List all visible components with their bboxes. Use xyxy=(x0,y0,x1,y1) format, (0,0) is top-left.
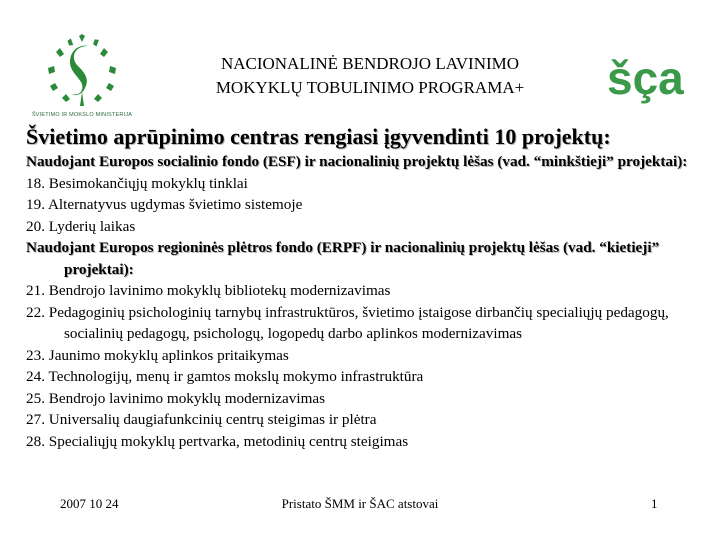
list-item: 18. Besimokančiųjų mokyklų tinklai xyxy=(26,174,248,192)
sac-logo xyxy=(605,44,685,111)
program-title xyxy=(150,52,590,100)
list-item: 21. Bendrojo lavinimo mokyklų bibliotekų modernizavimas xyxy=(26,282,391,299)
page-number: 1 xyxy=(651,496,658,511)
list-item: 22. Pedagoginių psichologinių tarnybų infrastruktūros, švietimo įstaigose dirbančių specialiųjų pedagogų, socialinių pedagogų, psichologų, logopedų darbo aplinkos modernizavimas xyxy=(26,303,669,342)
list-item: 27. Universalių daugiafunkcinių centrų steigimas ir plėtra xyxy=(26,411,377,428)
main-title: Švietimo aprūpinimo centras rengiasi įgyvendinti 10 projektų: xyxy=(26,124,611,149)
funding-heading: Naudojant Europos regioninės plėtros fondo (ERPF) ir nacionalinių projektų lėšas (vad. “kietieji” projektai): xyxy=(26,239,660,278)
list-item: 23. Jaunimo mokyklų aplinkos pritaikymas xyxy=(26,346,289,364)
footer-date: 2007 10 24 xyxy=(60,496,119,511)
program-title-line-2: MOKYKLŲ TOBULINIMO PROGRAMA+ xyxy=(215,78,525,97)
list-item: 28. Specialiųjų mokyklų pertvarka, metodinių centrų steigimas xyxy=(26,432,409,450)
footer-presenter: Pristato ŠMM ir ŠAC atstovai xyxy=(281,496,439,511)
program-title-line-1: NACIONALINĖ BENDROJO LAVINIMO xyxy=(220,54,520,73)
funding-heading: Naudojant Europos socialinio fondo (ESF) ir nacionalinių projektų lėšas (vad. “minkštieji” projektai): xyxy=(26,153,688,170)
sac-logo-text: šça xyxy=(607,52,684,104)
ministry-caption: ŠVIETIMO IR MOKSLO MINISTERIJA xyxy=(31,112,133,118)
list-item: 20. Lyderių laikas xyxy=(26,217,136,235)
list-item: 25. Bendrojo lavinimo mokyklų modernizavimas xyxy=(26,389,326,407)
list-item: 24. Technologijų, menų ir gamtos mokslų mokymo infrastruktūra xyxy=(26,368,424,385)
list-item: 19. Alternatyvus ugdymas švietimo sistemoje xyxy=(26,196,303,213)
project-list xyxy=(26,151,706,452)
ministry-logo xyxy=(22,30,142,122)
ministry-s-logo-icon xyxy=(38,30,126,110)
sac-logo-icon xyxy=(605,44,685,106)
